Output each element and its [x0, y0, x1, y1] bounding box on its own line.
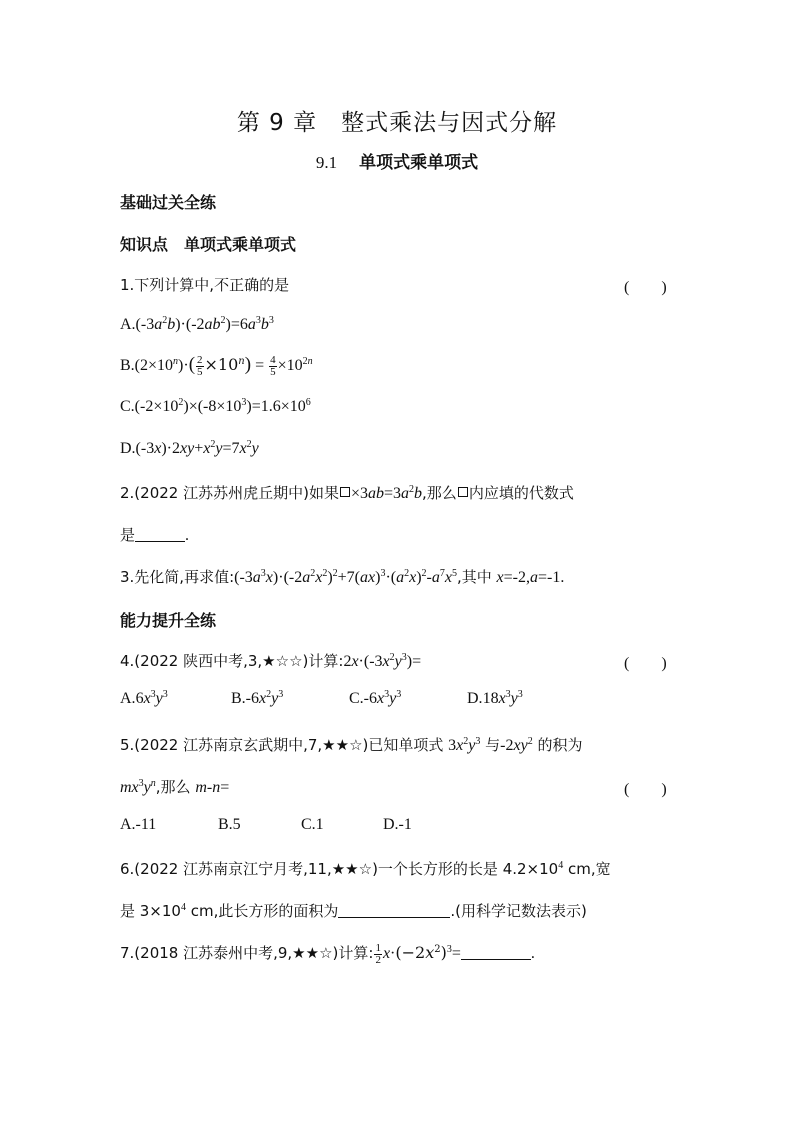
answer-blank[interactable]	[461, 945, 531, 960]
placeholder-box	[340, 487, 350, 497]
heading-basic: 基础过关全练	[120, 193, 217, 212]
placeholder-box	[458, 487, 468, 497]
q5-option-b: B.5	[218, 816, 241, 833]
question-4: 4.(2022 陕西中考,3,★☆☆)计算$:2x\cdot(-3x^2y^3)=$	[120, 652, 422, 670]
q1-option-c: $C.(-2\times 10^2)\times(-8\times 10^3)=1.6\times 10^6$	[120, 397, 311, 415]
heading-knowledge: 知识点 单项式乘单项式	[120, 235, 297, 254]
q1-option-b: $B.(2\times 10^n)\cdot$( $\frac{2}{5}$ $\times 10^n$) = $\frac{4}{5}$ $\times 10^{2n}$	[120, 353, 313, 378]
answer-paren-5: ( )	[624, 781, 667, 798]
question-1-stem: 1.下列计算中,不正确的是	[120, 276, 290, 294]
q4-option-a: $A.6x^3y^3$	[120, 689, 168, 707]
q4-option-d: $D.18x^3y^3$	[467, 689, 523, 707]
question-6: 6.(2022 江苏南京江宁月考,11,★★☆)一个长方形的长是 $4.2\times 10^4$ cm,宽	[120, 860, 611, 878]
q5-option-a: A.-11	[120, 816, 157, 833]
q4-option-b: $B.-6x^2y^3$	[231, 689, 284, 707]
chapter-title: 第 9 章 整式乘法与因式分解	[236, 110, 558, 136]
question-5-line-2: $mx^3y^n$,那么 m-n=	[120, 778, 230, 796]
question-2-line-2: 是 .	[120, 526, 190, 544]
q5-option-d: D.-1	[383, 816, 412, 833]
section-title	[0, 148, 794, 173]
answer-paren-1: ( )	[624, 279, 667, 296]
question-3: 3.先化简,再求值$:(-3a^3x)\cdot(-2a^2x^2)^2+7(ax)^3\cdot(a^2x)^2-a^7x^5$,其中 x=-2,a=-1.	[120, 568, 565, 586]
q5-option-c: C.1	[301, 816, 324, 833]
question-2: 2.(2022 江苏苏州虎丘期中)如果 $\times 3ab=3a^2b$,那么 内应填的代数式	[120, 484, 574, 502]
q4-option-c: $C.-6x^3y^3$	[349, 689, 402, 707]
answer-paren-4: ( )	[624, 655, 667, 672]
answer-blank[interactable]	[135, 527, 185, 542]
question-6-line-2: 是 $3\times 10^4$ cm,此长方形的面积为 .(用科学记数法表示)	[120, 902, 587, 920]
q1-option-d: $D.(-3x)\cdot 2xy+x^2y=7x^2y$	[120, 439, 259, 457]
question-7: 7.(2018 江苏泰州中考,9,★★☆)计算: $\frac{1}{2}$ $x\cdot(-2x^2)^3=$ .	[120, 941, 535, 966]
heading-ability: 能力提升全练	[120, 611, 217, 630]
question-5: 5.(2022 江苏南京玄武期中,7,★★☆)已知单项式 $3x^2y^3$ 与$-2xy^2$ 的积为	[120, 736, 583, 754]
q1-option-a: $A.(-3a^2b)\cdot(-2ab^2)=6a^3b^3$	[120, 315, 274, 333]
section-number: 9.1	[315, 153, 338, 172]
section-name: 单项式乘单项式	[359, 153, 479, 173]
answer-blank[interactable]	[338, 903, 450, 918]
